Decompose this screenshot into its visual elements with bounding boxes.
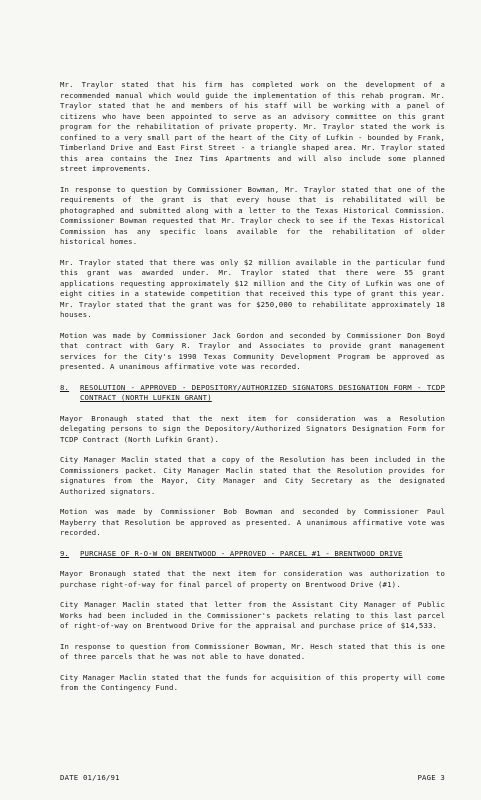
paragraph: Motion was made by Commissioner Jack Gordon and seconded by Commissioner Don Boyd that contract with Gary R. Traylor and Associates to provide grant management services for the City's 1990 Texas Community Development Program be approved as presented. A unanimous affirmative vote was recorded. bbox=[60, 330, 445, 371]
agenda-item-heading bbox=[60, 549, 445, 560]
paragraph: Motion was made by Commissioner Bob Bowman and seconded by Commissioner Paul Mayberry that Resolution be approved as presented. A unanimous affirmative vote was recorded. bbox=[60, 507, 445, 537]
paragraph: Mr. Traylor stated that his firm has completed work on the development of a recommended manual which would guide the implementation of this rehab program. Mr. Traylor stated that he and members of his staff will be working with a panel of citizens who have been appointed to serve as an advisory committee on this grant program for the rehabilitation of private property. Mr. Traylor stated the work is confined to a very small part of the heart of the City of Lufkin - bounded by Frank, Timberland Drive and East First Street - a triangle shaped area. Mr. Traylor stated this area contains the Inez Tims Apartments and will also include some planned street improvements. bbox=[60, 80, 445, 173]
footer-date: DATE 01/16/91 bbox=[60, 773, 120, 782]
agenda-item-title: RESOLUTION - APPROVED - DEPOSITORY/AUTHORIZED SIGNATORS DESIGNATION FORM - TCDP CONTRACT (NORTH LUFKIN GRANT) bbox=[80, 382, 445, 402]
paragraph: City Manager Maclin stated that a copy of the Resolution has been included in the Commissioners packet. City Manager Maclin stated that the Resolution provides for signatures from the Mayor, City Manager and City Secretary as the designated Authorized signators. bbox=[60, 455, 445, 496]
paragraph: City Manager Maclin stated that letter from the Assistant City Manager of Public Works had been included in the Commissioner's packets relating to this last parcel of right-of-way on Brentwood Drive for the appraisal and purchase price of $14,533. bbox=[60, 600, 445, 630]
paragraph: City Manager Maclin stated that the funds for acquisition of this property will come from the Contingency Fund. bbox=[60, 672, 445, 692]
agenda-item-number: 8. bbox=[60, 382, 70, 392]
agenda-item-heading bbox=[60, 383, 445, 404]
page-footer bbox=[60, 773, 445, 782]
paragraph: In response to question by Commissioner Bowman, Mr. Traylor stated that one of the requirements of the grant is that every house that is rehabilitated will be photographed and submitted along with a letter to the Texas Historical Commission. Commissioner Bowman requested that Mr. Traylor check to see if the Texas Historical Commission has any specific loans available for the rehabilitation of older historical homes. bbox=[60, 184, 445, 246]
footer-page-number: PAGE 3 bbox=[417, 773, 445, 782]
paragraph: Mayor Bronaugh stated that the next item for consideration was authorization to purchase right-of-way for final parcel of property on Brentwood Drive (#1). bbox=[60, 569, 445, 589]
agenda-item-number: 9. bbox=[60, 548, 70, 558]
paragraph: Mr. Traylor stated that there was only $2 million available in the particular fund this grant was awarded under. Mr. Traylor stated that there were 55 grant applications requesting approximately $12 million and the City of Lufkin was one of eight cities in a statewide competition that received this type of grant this year. Mr. Traylor stated that the grant was for $250,000 to rehabilitate approximately 18 houses. bbox=[60, 257, 445, 319]
paragraph: Mayor Bronaugh stated that the next item for consideration was a Resolution delegating persons to sign the Depository/Authorized Signators Designation Form for TCDP Contract (North Lufkin Grant). bbox=[60, 413, 445, 444]
agenda-item-title: PURCHASE OF R-O-W ON BRENTWOOD - APPROVED - PARCEL #1 - BRENTWOOD DRIVE bbox=[80, 548, 403, 558]
paragraph: In response to question from Commissioner Bowman, Mr. Hesch stated that this is one of three parcels that he was not able to have donated. bbox=[60, 641, 445, 661]
